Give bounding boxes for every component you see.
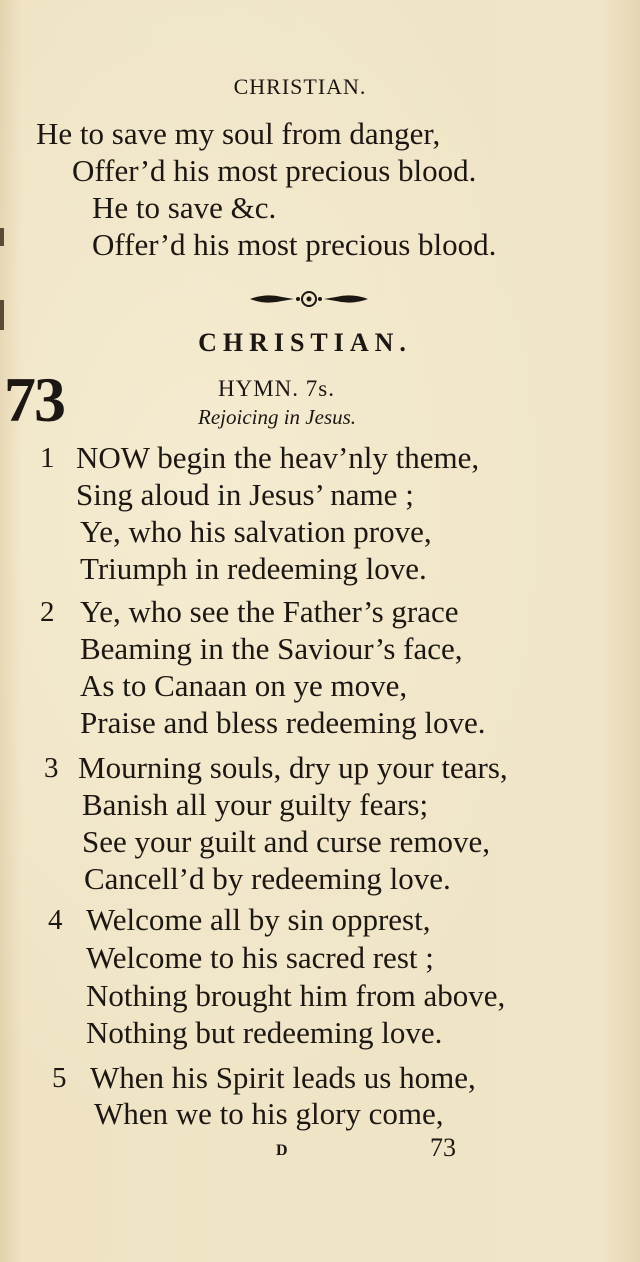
verse-number: 5 [52,1062,67,1094]
continuation-line: He to save my soul from danger, [36,116,441,151]
verse-line: Ye, who his salvation prove, [80,514,432,549]
verse-line: Banish all your guilty fears; [82,787,429,822]
verse-line: Nothing but redeeming love. [86,1015,443,1050]
verse-line: Nothing brought him from above, [86,978,506,1013]
running-head: CHRISTIAN. [233,74,367,99]
verse-line: NOW begin the heav’nly theme, [76,440,480,475]
verse-line: Cancell’d by redeeming love. [84,861,451,896]
hymn-meter: HYMN. 7s. [218,376,335,401]
verse-line: Mourning souls, dry up your tears, [78,750,508,785]
page-edge-mark [0,300,4,330]
verse-line: When we to his glory come, [94,1096,444,1131]
hymn-subtitle: Rejoicing in Jesus. [198,405,357,429]
verse-line: Welcome all by sin opprest, [86,902,431,937]
signature-mark: D [276,1142,288,1159]
continuation-line: Offer’d his most precious blood. [72,153,477,188]
continuation-line: Offer’d his most precious blood. [92,227,497,262]
ornament-divider [248,287,370,311]
verse-line: Welcome to his sacred rest ; [86,940,434,975]
verse-line: Triumph in redeeming love. [80,551,427,586]
verse-line: Beaming in the Saviour’s face, [80,631,463,666]
verse-number: 3 [44,752,59,784]
verse-number: 4 [48,904,63,936]
continuation-line: He to save &c. [92,190,277,225]
verse-number: 2 [40,596,55,628]
verse-line: See your guilt and curse remove, [82,824,491,859]
section-title: CHRISTIAN. [198,328,412,357]
verse-line: When his Spirit leads us home, [90,1060,476,1095]
verse-line: Praise and bless redeeming love. [80,705,486,740]
verse-number: 1 [40,442,55,474]
page-edge-mark [0,228,4,246]
verse-line: Sing aloud in Jesus’ name ; [76,477,414,512]
hymn-number: 73 [4,364,64,435]
verse-line: As to Canaan on ye move, [80,668,408,703]
verse-line: Ye, who see the Father’s grace [80,594,459,629]
page-number: 73 [430,1133,456,1162]
